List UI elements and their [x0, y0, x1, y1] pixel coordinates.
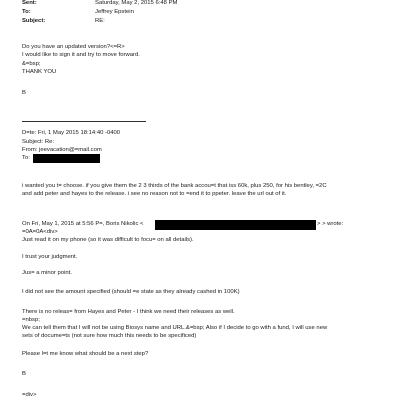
quoted2-on-prefix: On Fri, May 1, 2015 at 5:56 P=, Boris Nikolic <	[22, 221, 144, 227]
quoted2-p2: I trust your judgment.	[22, 254, 78, 260]
quoted2-p1: Just read it on my phone (so it was difficult to focu= on all details).	[22, 237, 194, 243]
redaction-block	[155, 220, 316, 230]
quoted2-p5: There is no releas= from Hayes and Peter - I think we need their releases as well.	[22, 309, 235, 315]
to-value: Jeffrey Epstein	[95, 9, 134, 15]
quoted-date: D=te: Fri, 1 May 2015 18:14:40 -0400	[22, 130, 121, 136]
quoted2-p3: Jus= a minor point.	[22, 270, 72, 276]
reply-line-1: Do you have an updated version?<=R>	[22, 44, 125, 50]
quoted2-div: =0A=0A<div>	[22, 229, 58, 235]
quoted2-wrote: > > wrote:	[317, 221, 344, 227]
quoted2-p7a: We can tell them that I will not be using Biosys name and URL.&=bsp; Also if I decide to go with a fund, I will use new	[22, 325, 328, 331]
quoted2-tail: =div>	[22, 392, 37, 398]
separator-rule	[22, 121, 146, 122]
quoted-body-1: i wanted you t= choose. if you give them the 2 3 thirds of the bank accou=t that iss 60k, plus 250, for his bentley, =2C	[22, 183, 327, 189]
to-label: To:	[22, 9, 31, 15]
redaction-block	[33, 154, 100, 163]
quoted-subject: Subject: Re:	[22, 139, 55, 145]
quoted2-p8: Please l=t me know what should be a next step?	[22, 351, 149, 357]
subject-label: Subject:	[22, 18, 46, 24]
reply-signature: B	[22, 90, 26, 96]
quoted2-p7b: sets of docume=ts (not sure how much this needs to be specificed)	[22, 333, 197, 339]
reply-line-3: &=bsp;	[22, 61, 41, 67]
quoted2-signature: B	[22, 371, 26, 377]
sent-value: Saturday, May 2, 2015 6:48 PM	[95, 0, 178, 6]
quoted-body-2: and add peter and hayes to the release. i see no reason not to =end it to ppeter. leave the url out of it.	[22, 191, 287, 197]
quoted2-p6: =nbsp;	[22, 317, 40, 323]
quoted2-p4: I did not see the amount specified (should =e state as they already cashed in 100K)	[22, 289, 240, 295]
reply-line-4: THANK YOU	[22, 69, 57, 75]
quoted-to: To:	[22, 155, 30, 161]
quoted-from: From: jeevacation@=mail.com	[22, 147, 102, 153]
sent-label: Sent:	[22, 0, 37, 6]
subject-value: RE:	[95, 18, 105, 24]
reply-line-2: I would like to sign it and try to move forward.	[22, 52, 140, 58]
